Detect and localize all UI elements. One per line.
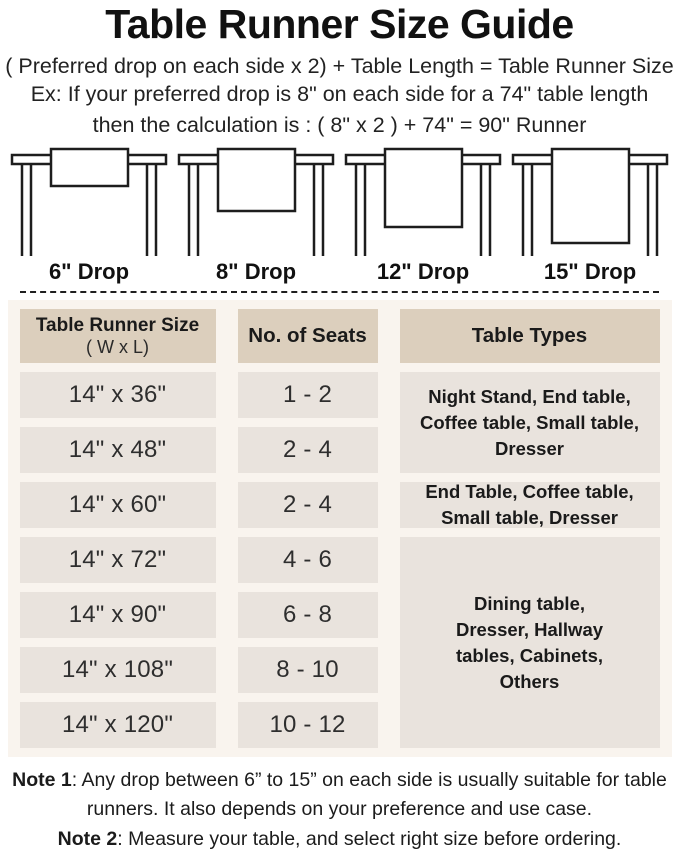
seats-cell bbox=[238, 702, 378, 748]
note-1 bbox=[4, 766, 675, 825]
note-2 bbox=[4, 825, 675, 854]
drop-figure-12 bbox=[340, 146, 506, 285]
seats-cell bbox=[238, 427, 378, 473]
seats-cell bbox=[238, 592, 378, 638]
drop-figure-8 bbox=[173, 146, 339, 285]
size-value: 14" x 60" bbox=[68, 491, 167, 519]
seats-value: 2 - 4 bbox=[282, 436, 333, 464]
seats-value: 2 - 4 bbox=[282, 491, 333, 519]
drop-label: 12" Drop bbox=[376, 259, 470, 285]
seats-cell bbox=[238, 482, 378, 528]
runner-rect bbox=[51, 149, 128, 186]
dashed-divider bbox=[20, 291, 659, 293]
col-header-runner-size bbox=[20, 309, 216, 363]
runner-rect bbox=[385, 149, 462, 227]
notes bbox=[0, 766, 679, 854]
col-header-runner-size-title: Table Runner Size bbox=[35, 314, 200, 336]
drop-figure-6 bbox=[6, 146, 172, 285]
size-value: 14" x 90" bbox=[68, 601, 167, 629]
size-value: 14" x 108" bbox=[61, 656, 174, 684]
drop-label: 15" Drop bbox=[543, 259, 637, 285]
seats-value: 1 - 2 bbox=[282, 381, 333, 409]
formula-text: ( Preferred drop on each side x 2) + Table Length = Table Runner Size bbox=[5, 54, 674, 79]
seats-value: 4 - 6 bbox=[282, 546, 333, 574]
col-header-table-types-label: Table Types bbox=[471, 324, 588, 348]
drop-figures bbox=[0, 146, 679, 285]
table-types-cell-medium bbox=[400, 482, 660, 528]
size-table-section bbox=[8, 300, 672, 757]
note-1-label: Note 1 bbox=[12, 769, 72, 792]
table-types-cell-large bbox=[400, 537, 660, 748]
seats-cell bbox=[238, 372, 378, 418]
drop-figure-15 bbox=[507, 146, 673, 285]
note-2-text: : Measure your table, and select right size before ordering. bbox=[117, 827, 622, 850]
col-header-runner-size-sub: ( W x L) bbox=[86, 336, 149, 357]
header bbox=[0, 0, 679, 140]
size-cell bbox=[20, 647, 216, 693]
size-cell bbox=[20, 592, 216, 638]
size-cell bbox=[20, 372, 216, 418]
size-cell bbox=[20, 482, 216, 528]
col-header-seats-label: No. of Seats bbox=[248, 324, 367, 348]
note-1-text: : Any drop between 6” to 15” on each side is usually suitable for table runners. It also depends on your preference and use case. bbox=[71, 769, 667, 821]
drop-label: 8" Drop bbox=[215, 259, 297, 285]
table-types-text: End Table, Coffee table, Small table, Dresser bbox=[425, 481, 634, 529]
size-value: 14" x 120" bbox=[61, 711, 174, 739]
page-title: Table Runner Size Guide bbox=[105, 1, 574, 47]
example-line-1: Ex: If your preferred drop is 8" on each side for a 74" table length bbox=[30, 82, 649, 107]
size-value: 14" x 48" bbox=[68, 436, 167, 464]
table-side-view-icon bbox=[176, 146, 336, 258]
size-cell bbox=[20, 702, 216, 748]
table-types-cell-small bbox=[400, 372, 660, 473]
table-side-view-icon bbox=[510, 146, 670, 258]
drop-label: 6" Drop bbox=[48, 259, 130, 285]
size-cell bbox=[20, 537, 216, 583]
runner-rect bbox=[218, 149, 295, 211]
seats-cell bbox=[238, 647, 378, 693]
table-types-text: Dining table, Dresser, Hallway tables, Cabinets, Others bbox=[455, 592, 604, 692]
table-side-view-icon bbox=[343, 146, 503, 258]
col-header-seats bbox=[238, 309, 378, 363]
seats-value: 6 - 8 bbox=[282, 601, 333, 629]
example-line-2: then the calculation is : ( 8" x 2 ) + 74" = 90" Runner bbox=[92, 112, 587, 137]
col-header-table-types bbox=[400, 309, 660, 363]
size-value: 14" x 36" bbox=[68, 381, 167, 409]
runner-rect bbox=[552, 149, 629, 243]
size-table bbox=[20, 309, 660, 748]
note-2-label: Note 2 bbox=[57, 827, 118, 850]
size-value: 14" x 72" bbox=[68, 546, 167, 574]
seats-value: 8 - 10 bbox=[276, 656, 339, 684]
table-types-text: Night Stand, End table, Coffee table, Small table, Dresser bbox=[420, 385, 639, 459]
seats-value: 10 - 12 bbox=[269, 711, 346, 739]
table-side-view-icon bbox=[9, 146, 169, 258]
size-cell bbox=[20, 427, 216, 473]
seats-cell bbox=[238, 537, 378, 583]
